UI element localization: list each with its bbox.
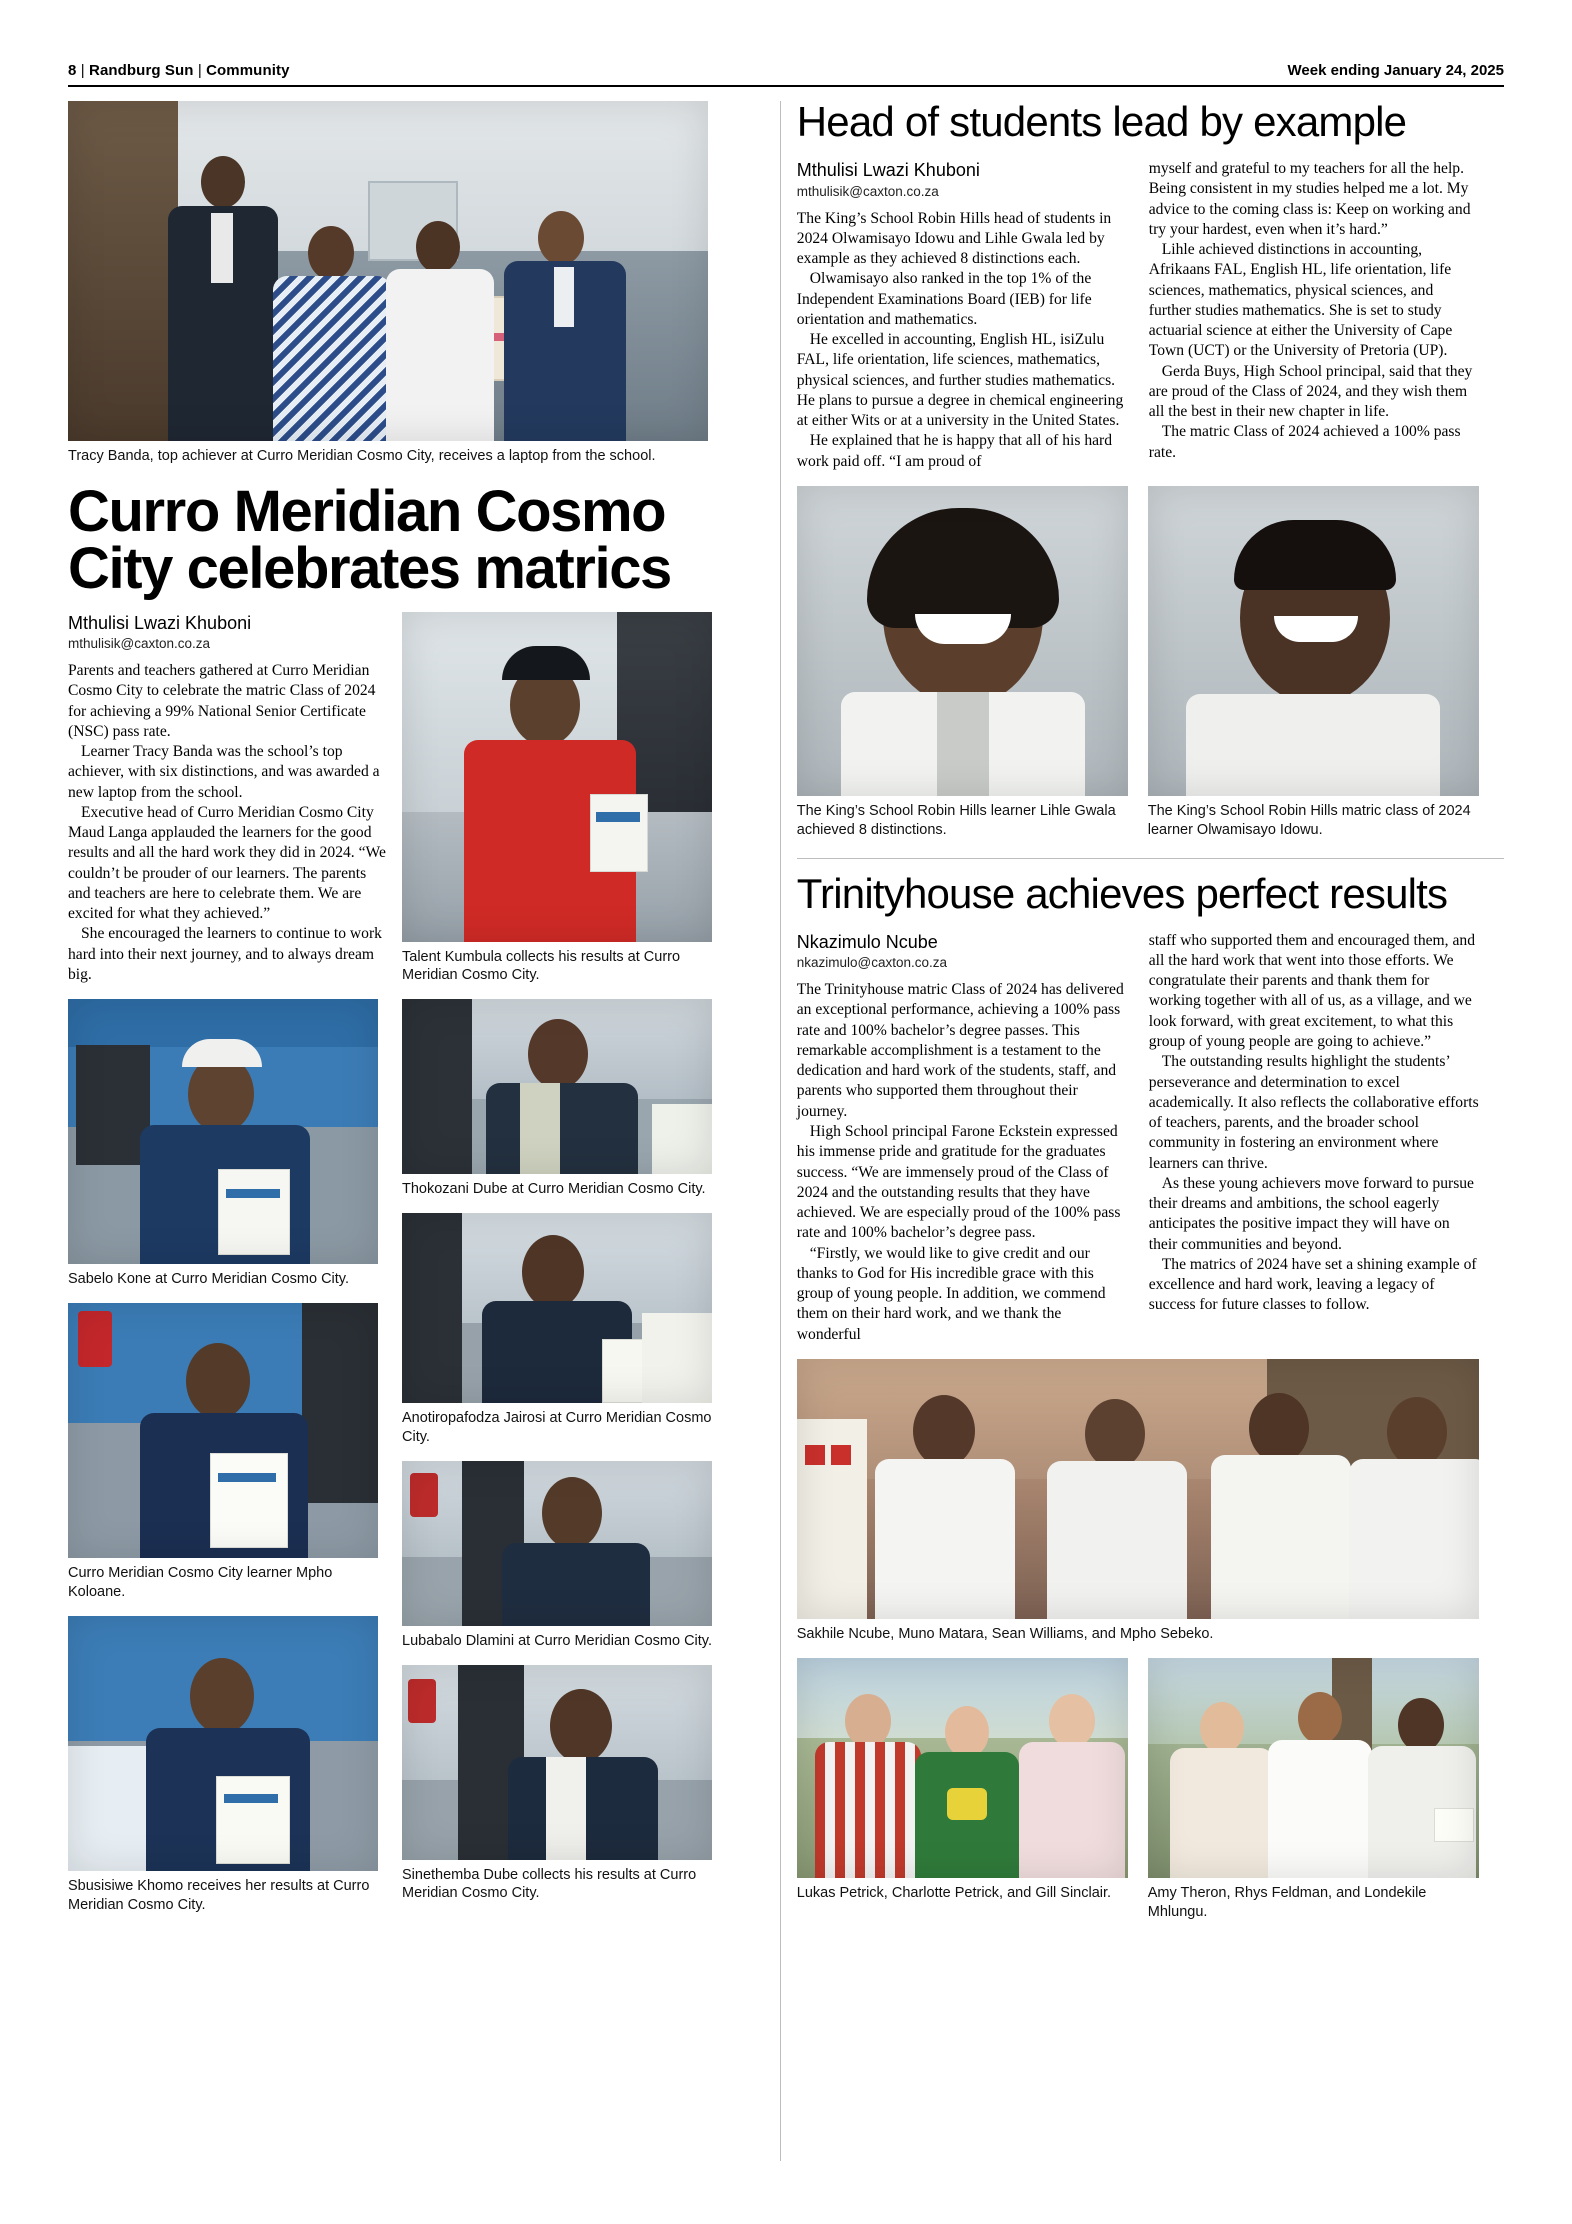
- photo-block-lubabalo: [402, 1461, 712, 1651]
- caption-anotiropafodza-jairosi: Anotiropafodza Jairosi at Curro Meridian Cosmo City.: [402, 1410, 712, 1445]
- page-number: 8: [68, 62, 77, 79]
- section-divider: [797, 858, 1504, 859]
- head-of-students-text: [797, 159, 1504, 472]
- photo-sabelo-kone: [68, 999, 378, 1264]
- photo-column-right: [402, 612, 712, 986]
- hos-photos: [797, 486, 1504, 840]
- photo-subcolumn-right: [402, 999, 712, 1928]
- caption-lubabalo-dlamini: Lubabalo Dlamini at Curro Meridian Cosmo City.: [402, 1632, 712, 1649]
- photo-block-mpho: [68, 1303, 386, 1602]
- left-body-text: [68, 661, 386, 985]
- paragraph: As these young achievers move forward to pursue their dreams and ambitions, the school eagerly anticipates the positive impact they will have on their communities and beyond.: [1148, 1174, 1474, 1253]
- trinity-col-1: [797, 931, 1127, 1345]
- photo-block-lihle: [797, 486, 1128, 840]
- hos-col-2: [1149, 159, 1479, 472]
- paragraph: The matric Class of 2024 achieved a 100% pass rate.: [1148, 423, 1461, 461]
- byline-email-hos: mthulisik@caxton.co.za: [796, 183, 939, 199]
- photo-block-thokozani: [402, 999, 712, 1199]
- photo-tracy-banda-laptop: [68, 101, 708, 441]
- paragraph: Lihle achieved distinctions in accounting, Afrikaans FAL, English HL, life orientation, life sciences, mathematics, physical sciences, and further studies mathematics. She is set to study actuarial science at either the University of Cape Town (UCT) or the University of Pretoria (UP).: [1148, 241, 1453, 360]
- paragraph: He explained that he is happy that all of his hard work paid off. “I am proud of: [796, 432, 1113, 470]
- photo-mpho-koloane: [68, 1303, 378, 1558]
- caption-group-four: Sakhile Ncube, Muno Matara, Sean Williams, and Mpho Sebeko.: [796, 1625, 1214, 1642]
- byline-email-left: mthulisik@caxton.co.za: [68, 636, 211, 651]
- caption-tracy-banda: Tracy Banda, top achiever at Curro Meridian Cosmo City, receives a laptop from the school.: [68, 448, 656, 464]
- section-name: Community: [206, 62, 290, 79]
- masthead-separator-2: |: [197, 62, 202, 79]
- caption-sbusisiwe-khomo: Sbusisiwe Khomo receives her results at Curro Meridian Cosmo City.: [68, 1877, 370, 1913]
- paragraph: Parents and teachers gathered at Curro Meridian Cosmo City to celebrate the matric Class of 2024 for achieving a 99% National Senior Certificate (NSC) pass rate.: [68, 662, 376, 740]
- byline-email-trinity: nkazimulo@caxton.co.za: [796, 955, 948, 971]
- headline-head-of-students: Head of students lead by example: [796, 98, 1407, 145]
- paragraph: He excelled in accounting, English HL, isiZulu FAL, life orientation, life sciences, mathematics, physical sciences, and further studies mathematics. He plans to pursue a degree in chemical engineering at either Wits or at a university in the United States.: [796, 331, 1124, 430]
- caption-olwamisayo-idowu: The King’s School Robin Hills matric class of 2024 learner Olwamisayo Idowu.: [1147, 802, 1471, 838]
- paragraph: “Firstly, we would like to give credit and our thanks to God for His incredible grace with this group of young people. In addition, we commend them on their hard work, and we thank the wonderful: [796, 1244, 1106, 1343]
- paragraph: The outstanding results highlight the students’ perseverance and determination to excel academically. It also reflects the collaborative efforts of teachers, parents, and the broader school community in fostering an environment where learners can thrive.: [1148, 1053, 1479, 1172]
- photo-group-four-learners: [797, 1359, 1479, 1619]
- paragraph: staff who supported them and encouraged them, and all the hard work that went into those efforts. We congratulate their parents and thank them for working together with all of us, as a village, and we look forward, with great excitement, to what this group of young people are going to achieve.”: [1148, 931, 1475, 1050]
- masthead-left: [68, 62, 290, 79]
- paragraph: Olwamisayo also ranked in the top 1% of the Independent Examinations Board (IEB) for life orientation and mathematics.: [796, 270, 1092, 328]
- photo-block-sinethemba: [402, 1665, 712, 1904]
- paragraph: High School principal Farone Eckstein expressed his immense pride and gratitude for the graduates success. “We are immensely proud of the Class of 2024 and the outstanding results that they have achieved. We are especially proud of the 100% pass rate and 100% bachelor’s degree pass.: [796, 1123, 1121, 1242]
- photo-block-anotiropafodza: [402, 1213, 712, 1447]
- paragraph: myself and grateful to my teachers for all the help. Being consistent in my studies helped me a lot. My advice to the coming class is: Keep on working and try your hardest, even when it’s hard.”: [1148, 160, 1471, 238]
- page-body: [68, 98, 1504, 2161]
- byline-hos: Mthulisi Lwazi Khuboni: [796, 160, 980, 180]
- issue-date: Week ending January 24, 2025: [1287, 62, 1504, 79]
- photo-anotiropafodza-jairosi: [402, 1213, 712, 1403]
- caption-sinethemba-dube: Sinethemba Dube collects his results at Curro Meridian Cosmo City.: [402, 1866, 697, 1902]
- photo-block-olwamisayo: [1148, 486, 1479, 840]
- photo-sbusisiwe-khomo: [68, 1616, 378, 1871]
- paragraph: Executive head of Curro Meridian Cosmo City Maud Langa applauded the learners for the good results and all the hard work they did in 2024. “We couldn’t be prouder of our learners. The parents and teachers are here to celebrate them. We are excited for what they achieved.”: [68, 803, 386, 923]
- lead-text-and-photo: [68, 612, 763, 986]
- photo-theron-feldman-mhlungu: [1148, 1658, 1479, 1878]
- paragraph: The King’s School Robin Hills head of students in 2024 Olwamisayo Idowu and Lihle Gwala led by example as they achieved 8 distinctions each.: [796, 209, 1112, 268]
- photo-subcolumn-left: [68, 999, 386, 1928]
- lead-text-column: [68, 612, 386, 986]
- trinity-bottom-photos: [797, 1658, 1504, 1922]
- masthead: [68, 62, 1504, 87]
- photo-grid: [68, 999, 763, 1928]
- photo-petrick-family: [797, 1658, 1128, 1878]
- photo-block-theron: [1148, 1658, 1479, 1922]
- main-headline: Curro Meridian Cosmo City celebrates matrics: [68, 478, 671, 601]
- hos-col-1: [797, 159, 1127, 472]
- publication-title: Randburg Sun: [89, 62, 194, 79]
- masthead-separator-1: |: [80, 62, 85, 79]
- photo-thokozani-dube: [402, 999, 712, 1174]
- caption-mpho-koloane: Curro Meridian Cosmo City learner Mpho Koloane.: [68, 1565, 333, 1600]
- byline-left: Mthulisi Lwazi Khuboni: [68, 612, 252, 633]
- photo-lihle-gwala: [797, 486, 1128, 796]
- paragraph: The Trinityhouse matric Class of 2024 has delivered an exceptional performance, achieving a 100% pass rate and 100% bachelor’s degree passes. This remarkable accomplishment is a testament to the dedication and hard work of the students, staff, and parents who supported them throughout their journey.: [796, 981, 1124, 1120]
- paragraph: The matrics of 2024 have set a shining example of excellence and hard work, leaving a legacy of success for future classes to follow.: [1148, 1255, 1477, 1314]
- caption-talent-kumbula: Talent Kumbula collects his results at Curro Meridian Cosmo City.: [402, 948, 681, 984]
- trinityhouse-text: [797, 931, 1504, 1345]
- column-divider: [763, 101, 796, 2161]
- caption-thokozani-dube: Thokozani Dube at Curro Meridian Cosmo City.: [402, 1181, 706, 1198]
- caption-petrick-family: Lukas Petrick, Charlotte Petrick, and Gill Sinclair.: [796, 1884, 1112, 1901]
- photo-sinethemba-dube: [402, 1665, 712, 1860]
- paragraph: She encouraged the learners to continue to work hard into their next journey, and to always dream big.: [68, 925, 382, 983]
- left-column: [68, 101, 763, 2161]
- photo-olwamisayo-idowu: [1148, 486, 1479, 796]
- paragraph: Gerda Buys, High School principal, said that they are proud of the Class of 2024, and they wish them all the best in their new chapter in life.: [1148, 362, 1473, 421]
- photo-talent-kumbula: [402, 612, 712, 942]
- photo-block-sabelo: [68, 999, 386, 1289]
- photo-block-sbusisiwe: [68, 1616, 386, 1915]
- photo-lubabalo-dlamini: [402, 1461, 712, 1626]
- headline-trinityhouse: Trinityhouse achieves perfect results: [796, 869, 1448, 917]
- photo-block-group-four: [797, 1359, 1504, 1644]
- right-column: [796, 98, 1504, 2161]
- caption-lihle-gwala: The King’s School Robin Hills learner Lihle Gwala achieved 8 distinctions.: [796, 802, 1116, 838]
- byline-trinity: Nkazimulo Ncube: [796, 931, 938, 952]
- caption-theron-feldman-mhlungu: Amy Theron, Rhys Feldman, and Londekile Mhlungu.: [1147, 1884, 1427, 1920]
- trinity-col-2: [1149, 931, 1479, 1345]
- photo-block-petrick: [797, 1658, 1128, 1922]
- paragraph: Learner Tracy Banda was the school’s top achiever, with six distinctions, and was awarded a new laptop from the school.: [68, 743, 380, 801]
- caption-sabelo-kone: Sabelo Kone at Curro Meridian Cosmo City.: [68, 1271, 349, 1288]
